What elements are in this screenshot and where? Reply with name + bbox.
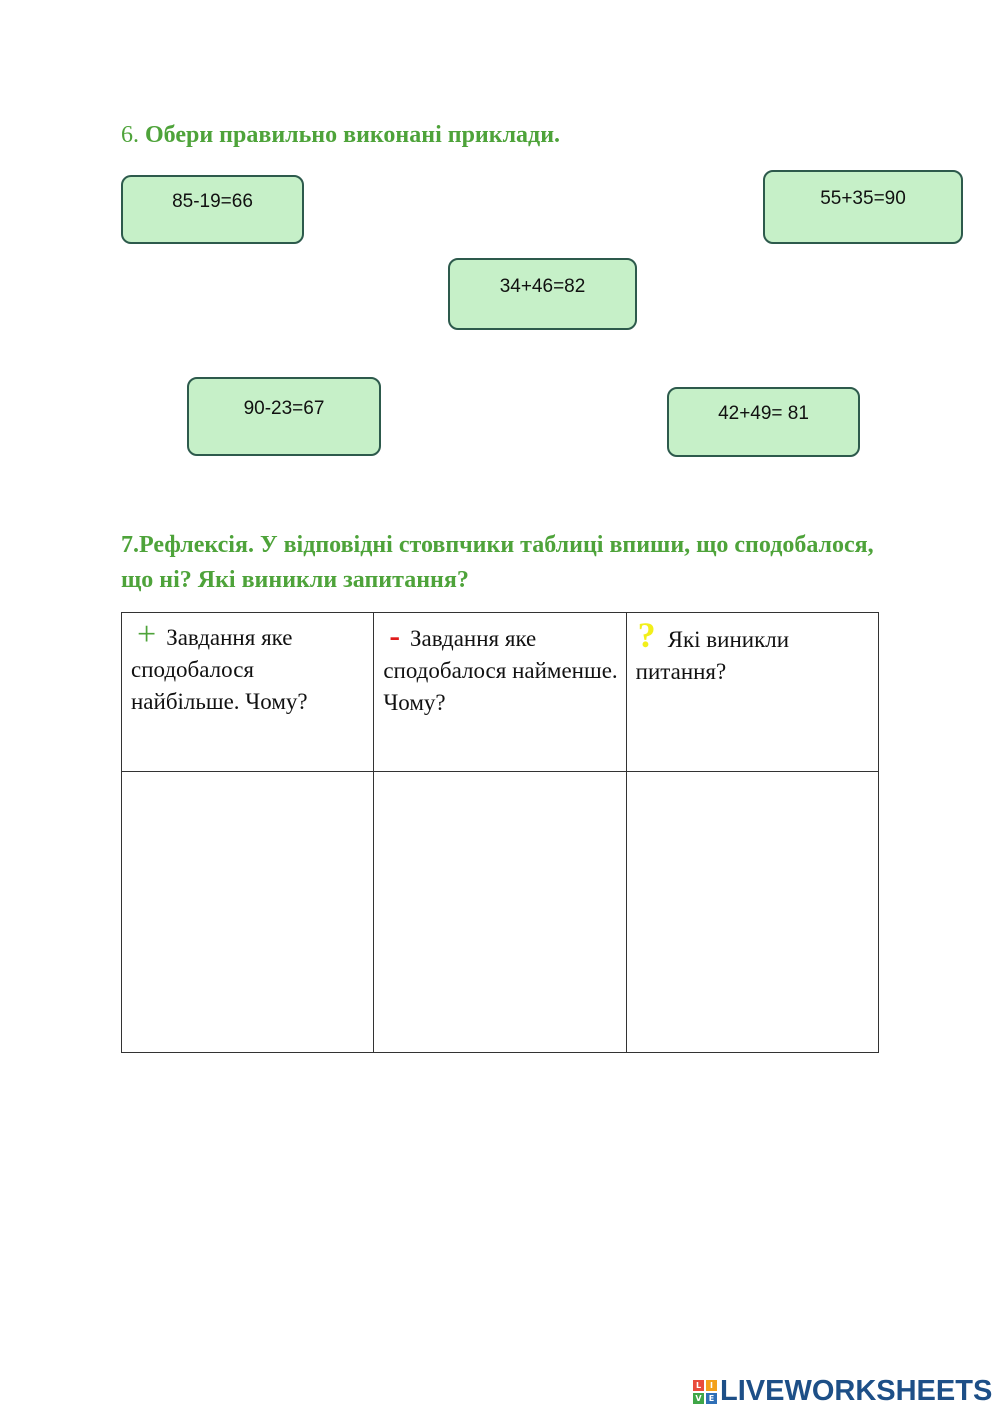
task6-title: Обери правильно виконані приклади. — [145, 122, 561, 148]
column-header-text: Завдання яке сподобалося найбільше. Чому? — [131, 625, 308, 714]
answer-cell-disliked[interactable] — [374, 772, 626, 1053]
liveworksheets-brand — [693, 1375, 992, 1408]
equation-text: 42+49= 81 — [718, 403, 809, 424]
logo-tile: L — [693, 1380, 704, 1391]
equation-card-2[interactable] — [763, 170, 963, 244]
answer-cell-liked[interactable] — [122, 772, 374, 1053]
task6-number: 6. — [121, 122, 139, 148]
logo-tile: V — [693, 1393, 704, 1404]
column-header-text: Завдання яке сподобалося найменше. Чому? — [383, 626, 618, 715]
column-header-disliked — [374, 613, 626, 772]
minus-icon: - — [389, 617, 400, 653]
equation-text: 85-19=66 — [172, 191, 253, 212]
column-header-liked — [122, 613, 374, 772]
equation-card-1[interactable] — [121, 175, 304, 244]
column-header-questions — [626, 613, 878, 772]
plus-icon: + — [137, 616, 157, 653]
equation-text: 34+46=82 — [499, 276, 586, 297]
equation-text: 55+35=90 — [820, 188, 906, 209]
task6-heading — [121, 122, 560, 149]
logo-tile: I — [706, 1380, 717, 1391]
brand-name: LIVEWORKSHEETS — [720, 1375, 993, 1407]
question-icon: ? — [637, 615, 656, 655]
column-header-text: Які виникли питання? — [635, 627, 790, 684]
answer-cell-questions[interactable] — [626, 772, 878, 1053]
reflection-table — [121, 612, 879, 1053]
task7-title: 7.Рефлексія. У відповідні стовпчики таблиці впиши, що сподобалося, що ні? Які виникли запитання? — [121, 532, 874, 593]
liveworksheets-logo-icon — [693, 1380, 717, 1404]
equation-card-3[interactable] — [448, 258, 637, 330]
logo-tile: E — [706, 1393, 717, 1404]
equation-card-5[interactable] — [667, 387, 860, 457]
equation-card-4[interactable] — [187, 377, 381, 456]
equation-text: 90-23=67 — [243, 398, 325, 419]
